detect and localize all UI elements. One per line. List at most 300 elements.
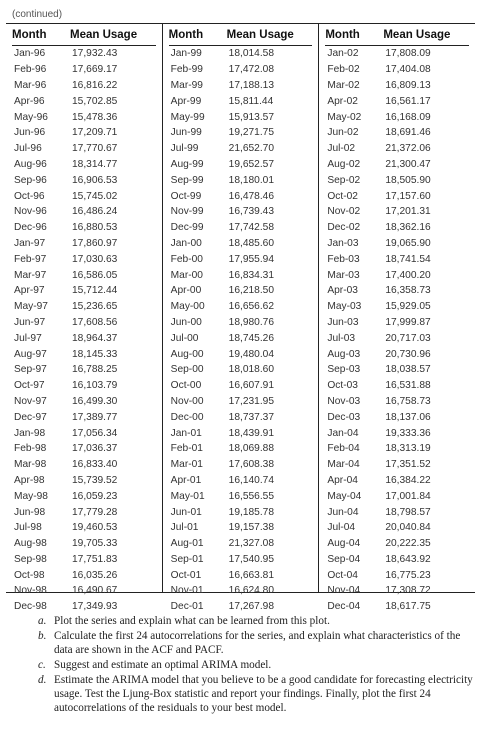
month-cell: May-00	[170, 301, 205, 313]
mean-usage-cell: 16,656.62	[228, 301, 274, 313]
mean-usage-cell: 16,880.53	[72, 222, 118, 234]
table-row	[12, 220, 156, 236]
question-letter: d.	[38, 674, 47, 686]
mean-usage-cell: 20,222.35	[385, 538, 431, 550]
mean-usage-cell: 16,816.22	[72, 79, 118, 91]
mean-usage-cell: 16,586.05	[72, 269, 118, 281]
mean-usage-cell: 18,691.46	[385, 127, 431, 139]
mean-usage-cell: 16,499.30	[72, 395, 118, 407]
mean-usage-cell: 15,236.65	[72, 301, 118, 313]
month-cell: Jan-02	[327, 48, 359, 60]
table-row	[12, 283, 156, 299]
mean-usage-cell: 18,018.60	[228, 364, 274, 376]
mean-usage-cell: 18,038.57	[385, 364, 431, 376]
mean-usage-cell: 17,308.72	[385, 585, 431, 597]
table-row	[169, 552, 313, 568]
table-row	[325, 46, 469, 62]
mean-usage-cell: 19,480.04	[228, 348, 274, 360]
table-row	[325, 299, 469, 315]
month-cell: Jan-97	[14, 237, 46, 249]
mean-usage-cell: 19,652.57	[228, 158, 274, 170]
table-row	[12, 172, 156, 188]
month-cell: Dec-98	[14, 601, 47, 613]
table-row	[325, 204, 469, 220]
month-cell: Mar-03	[327, 269, 360, 281]
table-row	[169, 125, 313, 141]
mean-usage-cell: 21,327.08	[228, 538, 274, 550]
month-cell: Mar-01	[170, 459, 203, 471]
table-row	[325, 330, 469, 346]
month-cell: Apr-97	[14, 285, 45, 297]
month-cell: Jan-96	[14, 48, 46, 60]
mean-usage-cell: 15,712.44	[72, 285, 118, 297]
month-cell: Mar-99	[170, 79, 203, 91]
mean-usage-cell: 17,779.28	[72, 506, 118, 518]
mean-usage-cell: 17,742.58	[228, 222, 274, 234]
month-cell: Dec-00	[170, 411, 204, 423]
table-row	[12, 394, 156, 410]
mean-usage-cell: 18,964.37	[72, 332, 118, 344]
mean-usage-cell: 16,531.88	[385, 380, 431, 392]
month-cell: Jul-04	[327, 522, 356, 534]
mean-usage-cell: 18,069.88	[228, 443, 274, 455]
mean-usage-cell: 18,617.75	[385, 601, 431, 613]
month-cell: Oct-97	[14, 380, 45, 392]
month-cell: Oct-00	[170, 380, 202, 392]
month-cell: Apr-03	[327, 285, 358, 297]
month-cell: Jul-96	[14, 143, 42, 155]
table-row	[12, 504, 156, 520]
table-row	[325, 62, 469, 78]
mean-usage-cell: 16,775.23	[385, 569, 431, 581]
table-row	[169, 425, 313, 441]
mean-usage-cell: 21,300.47	[385, 158, 431, 170]
table-column-group	[6, 24, 162, 613]
table-row	[325, 425, 469, 441]
month-cell: Dec-99	[170, 222, 204, 234]
mean-usage-cell: 17,860.97	[72, 237, 118, 249]
table-row	[325, 362, 469, 378]
table-row	[169, 62, 313, 78]
month-cell: Aug-02	[327, 158, 361, 170]
mean-usage-cell: 18,314.77	[72, 158, 118, 170]
mean-usage-cell: 18,439.91	[228, 427, 274, 439]
table-row	[325, 125, 469, 141]
mean-usage-cell: 16,035.26	[72, 569, 118, 581]
table-row	[12, 441, 156, 457]
table-row	[12, 46, 156, 62]
mean-usage-cell: 16,834.31	[228, 269, 274, 281]
month-cell: Mar-02	[327, 79, 360, 91]
month-cell: Aug-98	[14, 538, 47, 550]
table-row	[12, 204, 156, 220]
mean-usage-cell: 16,607.91	[228, 380, 274, 392]
mean-usage-cell: 16,103.79	[72, 380, 118, 392]
mean-usage-cell: 19,705.33	[72, 538, 118, 550]
question-item	[38, 658, 478, 672]
month-cell: Apr-99	[170, 95, 202, 107]
mean-usage-cell: 18,313.19	[385, 443, 431, 455]
mean-usage-cell: 16,486.24	[72, 206, 118, 218]
table-row	[169, 378, 313, 394]
question-text: Plot the series and explain what can be learned from this plot.	[54, 615, 330, 627]
month-cell: Sep-97	[14, 364, 47, 376]
mean-usage-cell: 17,608.56	[72, 316, 118, 328]
table-row	[12, 267, 156, 283]
mean-usage-cell: 16,140.74	[228, 474, 274, 486]
table-header	[325, 24, 469, 46]
mean-usage-cell: 17,999.87	[385, 316, 431, 328]
mean-usage-cell: 19,065.90	[385, 237, 431, 249]
month-cell: May-01	[170, 490, 205, 502]
table-row	[12, 425, 156, 441]
month-cell: Feb-97	[14, 253, 47, 265]
mean-usage-cell: 19,185.78	[228, 506, 274, 518]
month-cell: Sep-03	[327, 364, 361, 376]
table-row	[169, 204, 313, 220]
table-row	[12, 93, 156, 109]
mean-usage-cell: 21,372.06	[385, 143, 431, 155]
table-row	[12, 157, 156, 173]
table-row	[169, 473, 313, 489]
table-row	[12, 251, 156, 267]
month-cell: Mar-96	[14, 79, 47, 91]
table-row	[169, 520, 313, 536]
question-item	[38, 614, 478, 628]
month-cell: Jan-98	[14, 427, 46, 439]
month-cell: Dec-01	[170, 601, 204, 613]
table-row	[325, 567, 469, 583]
table-row	[325, 473, 469, 489]
month-cell: Jan-00	[170, 237, 202, 249]
mean-usage-cell: 16,906.53	[72, 174, 118, 186]
mean-usage-cell: 16,384.22	[385, 474, 431, 486]
mean-usage-cell: 17,231.95	[228, 395, 274, 407]
table-row	[12, 315, 156, 331]
month-cell: Jun-97	[14, 316, 46, 328]
mean-usage-cell: 18,180.01	[228, 174, 274, 186]
month-cell: Jan-04	[327, 427, 359, 439]
table-row	[169, 46, 313, 62]
month-cell: Aug-99	[170, 158, 204, 170]
month-cell: Jul-00	[170, 332, 199, 344]
table-row	[325, 599, 469, 615]
mean-usage-cell: 17,400.20	[385, 269, 431, 281]
month-cell: Apr-01	[170, 474, 202, 486]
mean-usage-cell: 17,157.60	[385, 190, 431, 202]
mean-usage-cell: 19,157.38	[228, 522, 274, 534]
mean-usage-cell: 16,561.17	[385, 95, 431, 107]
mean-usage-cell: 18,505.90	[385, 174, 431, 186]
table-row	[12, 488, 156, 504]
mean-usage-cell: 17,036.37	[72, 443, 118, 455]
month-header: Month	[325, 28, 360, 41]
table-row	[169, 157, 313, 173]
table-row	[325, 457, 469, 473]
month-cell: Dec-04	[327, 601, 361, 613]
mean-usage-cell: 19,333.36	[385, 427, 431, 439]
table-row	[12, 78, 156, 94]
month-cell: Sep-02	[327, 174, 361, 186]
question-letter: a.	[38, 615, 47, 627]
mean-usage-cell: 16,788.25	[72, 364, 118, 376]
table-row	[325, 157, 469, 173]
table-row	[12, 346, 156, 362]
mean-usage-cell: 16,490.67	[72, 585, 118, 597]
month-cell: Jun-98	[14, 506, 46, 518]
question-letter: b.	[38, 630, 47, 642]
mean-usage-cell: 16,358.73	[385, 285, 431, 297]
mean-usage-header: Mean Usage	[383, 28, 451, 41]
mean-usage-cell: 17,267.98	[228, 601, 274, 613]
table-row	[169, 283, 313, 299]
mean-usage-cell: 18,145.33	[72, 348, 118, 360]
table-row	[169, 109, 313, 125]
question-letter: c.	[38, 659, 46, 671]
table-row	[325, 520, 469, 536]
table-row	[325, 346, 469, 362]
mean-usage-cell: 19,271.75	[228, 127, 274, 139]
month-cell: Aug-96	[14, 158, 47, 170]
month-cell: Oct-01	[170, 569, 202, 581]
table-row	[169, 267, 313, 283]
table-row	[325, 378, 469, 394]
mean-usage-cell: 18,362.16	[385, 222, 431, 234]
table-row	[12, 473, 156, 489]
mean-usage-cell: 19,460.53	[72, 522, 118, 534]
mean-usage-cell: 16,168.09	[385, 111, 431, 123]
mean-usage-cell: 21,652.70	[228, 143, 274, 155]
table-row	[12, 330, 156, 346]
month-cell: Nov-03	[327, 395, 361, 407]
table-row	[169, 330, 313, 346]
month-cell: Nov-00	[170, 395, 204, 407]
table-row	[325, 552, 469, 568]
mean-usage-cell: 20,040.84	[385, 522, 431, 534]
table-row	[325, 283, 469, 299]
mean-usage-cell: 17,209.71	[72, 127, 118, 139]
month-cell: Nov-02	[327, 206, 361, 218]
month-cell: Jul-03	[327, 332, 356, 344]
mean-usage-cell: 15,739.52	[72, 474, 118, 486]
month-cell: Sep-01	[170, 553, 204, 565]
table-row	[12, 62, 156, 78]
month-cell: Feb-01	[170, 443, 203, 455]
mean-usage-cell: 17,932.43	[72, 48, 118, 60]
table-row	[12, 599, 156, 615]
month-cell: May-97	[14, 301, 48, 313]
month-cell: Oct-02	[327, 190, 358, 202]
mean-usage-cell: 20,730.96	[385, 348, 431, 360]
mean-usage-cell: 16,478.46	[228, 190, 274, 202]
table-row	[325, 172, 469, 188]
month-cell: Jun-01	[170, 506, 202, 518]
mean-usage-cell: 18,741.54	[385, 253, 431, 265]
question-text: Calculate the first 24 autocorrelations for the series, and explain what characteristics of the data are shown in the ACF and PACF.	[54, 630, 461, 656]
month-cell: Dec-96	[14, 222, 47, 234]
month-cell: Jul-01	[170, 522, 199, 534]
mean-usage-cell: 16,556.55	[228, 490, 274, 502]
mean-usage-cell: 17,389.77	[72, 411, 118, 423]
month-cell: Jun-96	[14, 127, 46, 139]
table-row	[169, 251, 313, 267]
question-item	[38, 673, 478, 715]
table-row	[325, 78, 469, 94]
month-cell: May-04	[327, 490, 362, 502]
month-cell: Jan-99	[170, 48, 202, 60]
table-row	[325, 488, 469, 504]
table-row	[325, 93, 469, 109]
mean-usage-cell: 16,059.23	[72, 490, 118, 502]
mean-usage-cell: 18,014.58	[228, 48, 274, 60]
mean-usage-cell: 16,758.73	[385, 395, 431, 407]
mean-usage-cell: 17,030.63	[72, 253, 118, 265]
month-cell: Jul-99	[170, 143, 199, 155]
table-row	[325, 409, 469, 425]
table-row	[169, 504, 313, 520]
question-item	[38, 629, 478, 657]
table-header	[12, 24, 156, 46]
month-cell: May-96	[14, 111, 48, 123]
table-row	[12, 188, 156, 204]
question-list	[38, 614, 478, 716]
month-cell: May-99	[170, 111, 205, 123]
table-row	[325, 267, 469, 283]
month-cell: Apr-00	[170, 285, 202, 297]
table-row	[169, 394, 313, 410]
month-cell: Sep-04	[327, 553, 361, 565]
month-cell: Jul-02	[327, 143, 356, 155]
table-header	[169, 24, 313, 46]
mean-usage-cell: 17,608.38	[228, 459, 274, 471]
month-cell: Feb-96	[14, 64, 47, 76]
mean-usage-cell: 17,351.52	[385, 459, 431, 471]
usage-table	[6, 23, 475, 613]
month-cell: Feb-02	[327, 64, 360, 76]
month-header: Month	[168, 28, 204, 41]
month-cell: Jan-03	[327, 237, 359, 249]
month-cell: Nov-96	[14, 206, 47, 218]
month-cell: Aug-03	[327, 348, 361, 360]
mean-usage-header: Mean Usage	[70, 28, 138, 41]
table-row	[12, 552, 156, 568]
month-cell: Dec-02	[327, 222, 361, 234]
table-row	[12, 236, 156, 252]
mean-usage-cell: 17,349.93	[72, 601, 118, 613]
month-cell: Nov-97	[14, 395, 47, 407]
mean-usage-cell: 15,745.02	[72, 190, 118, 202]
mean-usage-cell: 17,404.08	[385, 64, 431, 76]
month-cell: Jul-97	[14, 332, 42, 344]
table-row	[169, 441, 313, 457]
table-row	[12, 109, 156, 125]
month-cell: Apr-98	[14, 474, 45, 486]
table-row	[169, 141, 313, 157]
table-row	[169, 236, 313, 252]
month-cell: Nov-04	[327, 585, 361, 597]
month-cell: Jun-03	[327, 316, 359, 328]
table-row	[169, 599, 313, 615]
table-row	[325, 141, 469, 157]
mean-usage-cell: 17,001.84	[385, 490, 431, 502]
table-row	[169, 567, 313, 583]
month-cell: Feb-98	[14, 443, 47, 455]
mean-usage-cell: 16,218.50	[228, 285, 274, 297]
mean-usage-cell: 17,669.17	[72, 64, 118, 76]
table-row	[12, 409, 156, 425]
table-row	[12, 125, 156, 141]
table-row	[325, 188, 469, 204]
table-row	[169, 315, 313, 331]
mean-usage-cell: 18,745.26	[228, 332, 274, 344]
month-cell: Aug-04	[327, 538, 361, 550]
month-cell: Sep-99	[170, 174, 204, 186]
table-row	[169, 583, 313, 599]
table-row	[12, 567, 156, 583]
table-row	[325, 441, 469, 457]
table-row	[169, 78, 313, 94]
month-cell: Sep-96	[14, 174, 47, 186]
table-row	[325, 251, 469, 267]
month-cell: Mar-04	[327, 459, 360, 471]
month-cell: May-98	[14, 490, 48, 502]
question-text: Suggest and estimate an optimal ARIMA model.	[54, 659, 272, 671]
mean-usage-cell: 15,478.36	[72, 111, 118, 123]
month-cell: Nov-98	[14, 585, 47, 597]
mean-usage-cell: 18,980.76	[228, 316, 274, 328]
month-cell: Jul-98	[14, 522, 42, 534]
mean-usage-cell: 20,717.03	[385, 332, 431, 344]
month-cell: May-03	[327, 301, 362, 313]
table-row	[12, 520, 156, 536]
mean-usage-cell: 16,624.80	[228, 585, 274, 597]
table-row	[169, 188, 313, 204]
month-cell: Mar-00	[170, 269, 203, 281]
table-row	[325, 536, 469, 552]
month-cell: Aug-01	[170, 538, 204, 550]
month-cell: Feb-03	[327, 253, 360, 265]
question-text: Estimate the ARIMA model that you believe to be a good candidate for forecasting electricity usage. Test the Ljung-Box statistic and report your findings. Finally, plot the first 24 autocorrelations of the residuals to your best model.	[54, 674, 473, 714]
month-cell: May-02	[327, 111, 362, 123]
table-row	[325, 236, 469, 252]
table-row	[325, 220, 469, 236]
month-cell: Jun-02	[327, 127, 359, 139]
month-cell: Dec-03	[327, 411, 361, 423]
mean-usage-cell: 17,751.83	[72, 553, 118, 565]
continued-label: (continued)	[12, 9, 63, 20]
month-cell: Apr-04	[327, 474, 358, 486]
table-row	[169, 457, 313, 473]
mean-usage-cell: 15,913.57	[228, 111, 274, 123]
mean-usage-cell: 17,808.09	[385, 48, 431, 60]
month-cell: Feb-00	[170, 253, 203, 265]
mean-usage-cell: 16,663.81	[228, 569, 274, 581]
table-row	[12, 536, 156, 552]
mean-usage-cell: 15,811.44	[228, 95, 274, 107]
table-row	[12, 362, 156, 378]
table-row	[325, 109, 469, 125]
month-cell: Feb-99	[170, 64, 203, 76]
month-cell: Nov-01	[170, 585, 204, 597]
month-cell: Dec-97	[14, 411, 47, 423]
mean-usage-cell: 18,798.57	[385, 506, 431, 518]
month-cell: Jun-99	[170, 127, 202, 139]
table-row	[169, 346, 313, 362]
month-cell: Feb-04	[327, 443, 360, 455]
mean-usage-cell: 17,188.13	[228, 79, 274, 91]
table-row	[169, 488, 313, 504]
table-row	[169, 93, 313, 109]
